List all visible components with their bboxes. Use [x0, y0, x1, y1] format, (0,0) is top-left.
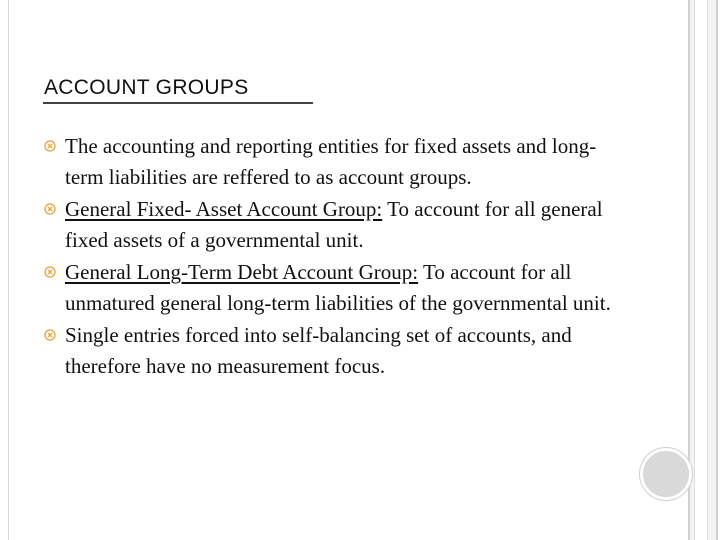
bullet-list	[44, 131, 634, 383]
corner-circle-decoration	[640, 448, 692, 500]
circle-x-icon	[44, 266, 56, 278]
bullet-item-single-entries	[44, 320, 634, 382]
circle-x-icon	[44, 140, 56, 152]
circle-x-icon	[44, 203, 56, 215]
right-border-inner	[694, 0, 708, 540]
bullet-item-account-groups	[44, 131, 634, 193]
bullet-item-fixed-asset-group	[44, 194, 634, 256]
bullet-text: Single entries forced into self-balancing set of accounts, and therefore have no measurement focus.	[65, 323, 572, 378]
slide-title: ACCOUNT GROUPS	[44, 76, 249, 99]
circle-x-icon	[44, 329, 56, 341]
left-frame-line	[8, 0, 9, 540]
title-underline	[43, 102, 313, 104]
bullet-text: To account for all general fixed assets of a governmental unit.	[65, 197, 603, 252]
bullet-item-long-term-debt-group	[44, 257, 634, 319]
bullet-text: To account for all unmatured general long-term liabilities of the governmental unit.	[65, 260, 611, 315]
bullet-term: General Long-Term Debt Account Group:	[65, 260, 419, 284]
bullet-term: General Fixed- Asset Account Group:	[65, 197, 383, 221]
bullet-text: The accounting and reporting entities for fixed assets and long-term liabilities are reffered to as account groups.	[65, 134, 597, 189]
